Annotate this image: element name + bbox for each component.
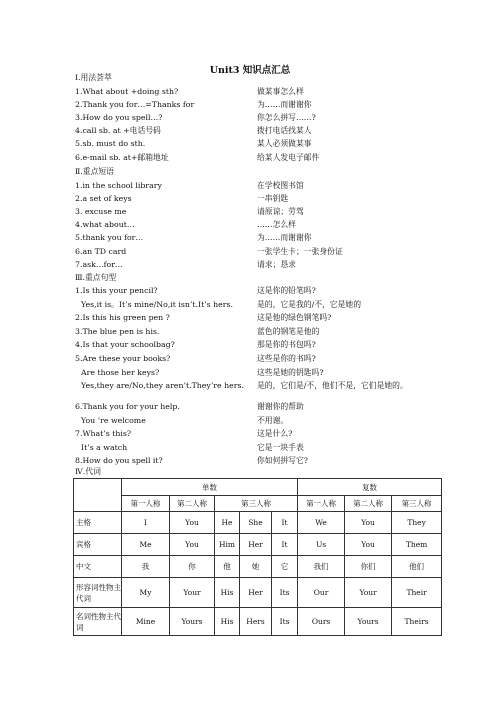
table-row	[74, 608, 442, 636]
english-text: 6.an TD card	[75, 246, 127, 256]
table-cell: Its	[272, 608, 298, 636]
chinese-text: 不用谢。	[257, 415, 289, 425]
chinese-text: 为……而谢谢你	[257, 233, 312, 243]
table-cell: His	[215, 578, 240, 608]
english-text: Are those her keys?	[81, 367, 160, 377]
chinese-text: 一张学生卡；一张身份证	[257, 246, 343, 256]
table-cell: They	[392, 512, 442, 534]
english-text: It’s a watch	[81, 442, 128, 452]
table-cell: Yours	[170, 608, 215, 636]
list-item	[75, 367, 475, 379]
list-item	[75, 455, 475, 467]
table-cell: Ours	[298, 608, 345, 636]
table-cell: Them	[392, 534, 442, 556]
table-cell: Me	[122, 534, 170, 556]
list-item	[75, 206, 475, 218]
english-text: 4.what about…	[75, 220, 135, 230]
row-label: 主格	[74, 512, 122, 534]
section-sentences-heading: Ⅲ.重点句型	[75, 273, 117, 282]
list-item	[75, 312, 475, 324]
table-cell: It	[272, 512, 298, 534]
chinese-text: 做某事怎么样	[257, 87, 304, 96]
english-text: 3.The blue pen is his.	[75, 326, 160, 336]
table-cell: He	[215, 512, 240, 534]
table-cell: Its	[272, 578, 298, 608]
list-item	[75, 380, 475, 392]
table-row	[74, 578, 442, 608]
chinese-text: 请原谅；劳驾	[257, 207, 304, 217]
chinese-text: 你怎么拼写……?	[257, 113, 316, 123]
table-cell: My	[122, 578, 170, 608]
list-item	[75, 415, 475, 427]
english-text: Yes,it is。It’s mine/No,it isn’t.It’s hers.	[81, 299, 234, 309]
row-label: 名词性物主代词	[74, 608, 122, 636]
english-text: Yes,they are/No,they aren’t.They’re hers.	[81, 381, 244, 391]
chinese-text: 你如何拼写它?	[257, 456, 308, 466]
page-title: Unit3 知识点汇总	[209, 65, 291, 76]
table-cell: 你们	[345, 556, 392, 578]
table-row	[74, 534, 442, 556]
english-text: 3. excuse me	[75, 207, 127, 217]
english-text: 8.How do you spell it?	[75, 456, 163, 466]
table-cell: Their	[392, 578, 442, 608]
plural-header: 复数	[298, 479, 442, 496]
list-item	[75, 193, 475, 205]
table-cell: We	[298, 512, 345, 534]
section-phrases-heading: Ⅱ.重点短语	[75, 167, 114, 176]
chinese-text: 它是一块手表	[257, 442, 304, 452]
table-cell: You	[345, 512, 392, 534]
table-row	[74, 512, 442, 534]
section-usage-heading: Ⅰ.用法荟萃	[75, 73, 112, 82]
list-item	[75, 339, 475, 351]
table-cell: 他们	[392, 556, 442, 578]
chinese-text: 一串钥匙	[257, 194, 289, 204]
table-cell: It	[272, 534, 298, 556]
chinese-text: 拨打电话找某人	[257, 126, 312, 136]
table-cell: I	[122, 512, 170, 534]
english-text: 5.Are these your books?	[75, 354, 171, 363]
list-item	[75, 180, 475, 192]
singular-header: 单数	[122, 479, 298, 496]
english-text: 2.Is this his green pen ?	[75, 313, 170, 323]
list-item	[75, 112, 475, 124]
english-text: 1.What about +doing sth?	[75, 87, 179, 96]
table-cell: Hers	[240, 608, 272, 636]
table-cell: Her	[240, 534, 272, 556]
chinese-text: 这些是她的钥匙吗?	[257, 367, 324, 377]
chinese-text: 给某人发电子邮件	[257, 152, 320, 162]
table-cell: 我	[122, 556, 170, 578]
english-text: 1.in the school library	[75, 181, 162, 190]
english-text: 4.Is that your schoolbag?	[75, 340, 175, 350]
chinese-text: 在学校图书馆	[257, 181, 304, 190]
list-item	[75, 401, 475, 413]
row-label: 宾格	[74, 534, 122, 556]
list-item	[75, 138, 475, 150]
table-cell: You	[170, 512, 215, 534]
list-item	[75, 299, 475, 311]
chinese-text: 是的，它们是/不，他们不是，它们是她的。	[257, 381, 408, 391]
table-cell: 她	[240, 556, 272, 578]
english-text: 3.How do you spell…?	[75, 113, 163, 123]
english-text: 6.Thank you for your help.	[75, 402, 180, 411]
english-text: 5.sb. must do sth.	[75, 139, 146, 149]
list-item	[75, 326, 475, 338]
table-cell: Us	[298, 534, 345, 556]
chinese-text: 为……而谢谢你	[257, 100, 312, 110]
table-cell: His	[215, 608, 240, 636]
list-item	[75, 442, 475, 454]
list-item	[75, 285, 475, 297]
english-text: 4.call sb. at +电话号码	[75, 126, 161, 136]
row-label: 中文	[74, 556, 122, 578]
table-cell: 我们	[298, 556, 345, 578]
chinese-text: 这些是你的书吗?	[257, 354, 316, 363]
section-pronouns-heading: Ⅳ.代词	[75, 467, 101, 476]
pronoun-table	[73, 478, 442, 636]
list-item	[75, 125, 475, 137]
table-row	[74, 556, 442, 578]
chinese-text: 那是你的书包吗?	[257, 340, 316, 350]
list-item	[75, 86, 475, 98]
list-item	[75, 99, 475, 111]
person-header: 第三人称	[392, 496, 442, 512]
table-cell: 你	[170, 556, 215, 578]
chinese-text: 谢谢你的帮助	[257, 402, 304, 411]
chinese-text: 蓝色的钢笔是他的	[257, 326, 320, 336]
table-cell: 它	[272, 556, 298, 578]
person-header: 第三人称	[215, 496, 298, 512]
english-text: 1.Is this your pencil?	[75, 286, 158, 295]
english-text: 7.ask…for…	[75, 259, 123, 269]
table-corner-cell	[74, 479, 122, 512]
list-item	[75, 219, 475, 231]
chinese-text: 某人必须做某事	[257, 139, 312, 149]
chinese-text: 是的，它是我的/不，它是她的	[257, 299, 361, 309]
chinese-text: 这是什么?	[257, 429, 293, 439]
list-item	[75, 428, 475, 440]
english-text: 7.What’s this?	[75, 429, 132, 439]
table-cell: 他	[215, 556, 240, 578]
table-cell: Mine	[122, 608, 170, 636]
table-cell: Yours	[345, 608, 392, 636]
list-item	[75, 152, 475, 164]
list-item	[75, 353, 475, 365]
table-cell: Your	[170, 578, 215, 608]
person-header: 第二人称	[345, 496, 392, 512]
row-label: 形容词性物主代词	[74, 578, 122, 608]
table-cell: You	[345, 534, 392, 556]
table-cell: Him	[215, 534, 240, 556]
list-item	[75, 232, 475, 244]
person-header: 第二人称	[170, 496, 215, 512]
english-text: 2.Thank you for…=Thanks for	[75, 100, 195, 110]
list-item	[75, 259, 475, 271]
english-text: You ’re welcome	[81, 415, 146, 425]
english-text: 5.thank you for…	[75, 233, 144, 243]
table-cell: She	[240, 512, 272, 534]
table-cell: Theirs	[392, 608, 442, 636]
table-cell: Our	[298, 578, 345, 608]
person-header: 第一人称	[122, 496, 170, 512]
english-text: 2.a set of keys	[75, 194, 132, 204]
person-header: 第一人称	[298, 496, 345, 512]
english-text: 6.e-mail sb. at+邮箱地址	[75, 152, 169, 162]
table-cell: Your	[345, 578, 392, 608]
chinese-text: ……怎么样	[257, 220, 296, 230]
table-cell: Her	[240, 578, 272, 608]
list-item	[75, 246, 475, 258]
table-cell: You	[170, 534, 215, 556]
chinese-text: 这是他的绿色钢笔吗?	[257, 313, 332, 323]
chinese-text: 这是你的铅笔吗?	[257, 286, 316, 295]
chinese-text: 请求；恳求	[257, 259, 296, 269]
